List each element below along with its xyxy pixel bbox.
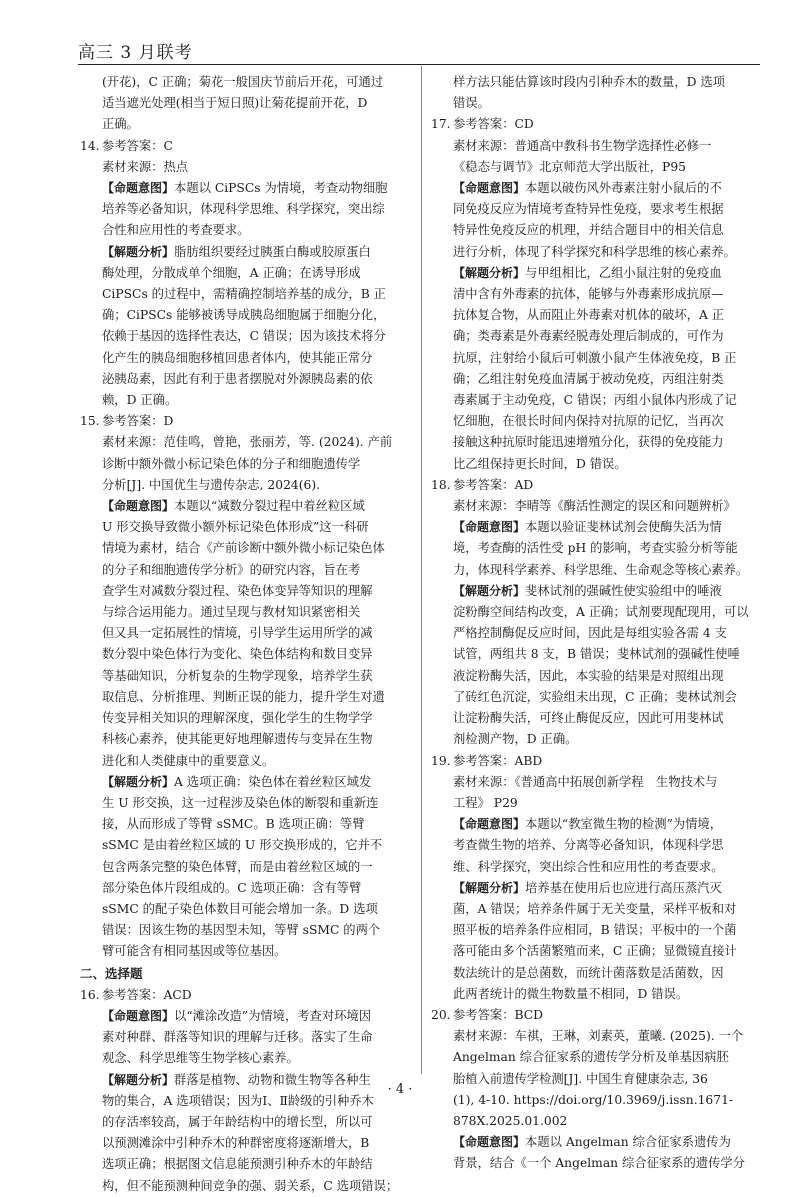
- line-text: 但又具一定拓展性的情境，引导学生运用所学的减: [102, 626, 373, 641]
- text-line: [80, 581, 400, 602]
- text-line: [431, 708, 758, 729]
- label-tag: 【解题分析】: [453, 583, 526, 598]
- column-divider: [421, 66, 422, 1074]
- line-text: 参考答案：D: [102, 414, 174, 429]
- line-text: 878X.2025.01.002: [453, 1113, 568, 1128]
- line-text: 参考答案：CD: [453, 117, 534, 132]
- line-text: 让淀粉酶失活，可终止酶促反应，因此可用斐林试: [453, 711, 724, 726]
- text-line: [80, 220, 400, 241]
- section-heading: 二、选择题: [80, 965, 143, 981]
- line-text: 数分裂中染色体行为变化、染色体结构和数目变异: [102, 647, 373, 662]
- line-text: 确；乙组注射免疫血清属于被动免疫，丙组注射类: [453, 371, 724, 386]
- label-tag: 【命题意图】: [102, 1008, 175, 1023]
- text-line: [80, 878, 400, 899]
- text-line: [431, 963, 758, 984]
- line-text: 菌，A 错误；培养条件属于无关变量，采样平板和对: [453, 901, 737, 916]
- line-text: 斐林试剂的强碱性使实验组中的唾液: [525, 583, 722, 598]
- line-text: 生 U 形交换，这一过程涉及染色体的断裂和重新连: [102, 795, 379, 810]
- text-line: [431, 136, 758, 157]
- text-line: [431, 475, 758, 496]
- line-text: 清中含有外毒素的抗体，能够与外毒素形成抗原—: [453, 287, 724, 302]
- line-text: 适当遮光处理(相当于短日照)让菊花提前开花，D: [102, 96, 368, 111]
- label-tag: 【命题意图】: [453, 181, 526, 196]
- text-line: [80, 454, 400, 475]
- line-text: 胎植入前遗传学检测[J]. 中国生育健康杂志, 36: [453, 1071, 708, 1086]
- text-line: [431, 1132, 758, 1153]
- text-line: [80, 178, 400, 199]
- line-text: 诊断中额外微小标记染色体的分子和细胞遗传学: [102, 456, 361, 471]
- text-line: [431, 772, 758, 793]
- line-text: 本题以破伤风外毒素注射小鼠后的不: [525, 181, 722, 196]
- text-line: [80, 835, 400, 856]
- text-line: [431, 114, 758, 135]
- text-line: [80, 666, 400, 687]
- text-line: [431, 538, 758, 559]
- text-line: [431, 390, 758, 411]
- text-line: [431, 496, 758, 517]
- line-text: 落可能由多个活菌繁殖而来，C 正确；显微镜直接计: [453, 944, 737, 959]
- text-line: [80, 1006, 400, 1027]
- right-column: [431, 72, 758, 1175]
- line-text: 抗体复合物，从而阻止外毒素对机体的破坏，A 正: [453, 308, 725, 323]
- text-line: [80, 772, 400, 793]
- line-text: 本题以验证斐林试剂会使酶失活为情: [525, 520, 722, 535]
- line-text: 维、科学探究，突出综合性和应用性的考查要求。: [453, 859, 724, 874]
- line-text: 毒素属于主动免疫，C 错误；丙组小鼠体内形成了记: [453, 393, 737, 408]
- question-number: 14.: [80, 138, 100, 153]
- text-line: [431, 729, 758, 750]
- text-line: [80, 517, 400, 538]
- label-tag: 【解题分析】: [102, 1072, 175, 1087]
- line-text: 的存活率较高，属于年龄结构中的增长型，所以可: [102, 1114, 373, 1129]
- line-text: sSMC 是由着丝粒区域的 U 形交换形成的，它并不: [102, 838, 383, 853]
- header-rule: [78, 64, 760, 65]
- line-text: 培养基在使用后也应进行高压蒸汽灭: [525, 880, 722, 895]
- line-text: 素对种群、群落等知识的理解与迁移。落实了生命: [102, 1030, 373, 1045]
- text-line: [80, 284, 400, 305]
- line-text: 考查微生物的培养、分离等必备知识，体现科学思: [453, 838, 724, 853]
- text-line: [431, 157, 758, 178]
- line-text: 查学生对减数分裂过程、染色体变异等知识的理解: [102, 583, 373, 598]
- label-tag: 【命题意图】: [102, 499, 175, 514]
- text-line: [80, 963, 400, 985]
- line-text: 素材来源：李晴等《酶活性测定的误区和问题辨析》: [453, 499, 736, 514]
- line-text: Angelman 综合征家系的遗传学分析及单基因病胚: [453, 1050, 729, 1065]
- text-line: [431, 1047, 758, 1068]
- text-line: [431, 93, 758, 114]
- line-text: 接触这种抗原时能迅速增殖分化，获得的免疫能力: [453, 435, 724, 450]
- label-tag: 【命题意图】: [102, 181, 175, 196]
- line-text: 确；类毒素是外毒素经脱毒处理后制成的，可作为: [453, 329, 724, 344]
- text-line: [431, 687, 758, 708]
- text-line: [431, 920, 758, 941]
- text-line: [80, 729, 400, 750]
- line-text: 素材来源：《普通高中拓展创新学程 生物技术与: [453, 774, 718, 789]
- line-text: 本题以“减数分裂过程中着丝粒区域: [174, 499, 365, 514]
- question-number: 18.: [431, 477, 451, 492]
- text-line: [80, 72, 400, 93]
- text-line: [80, 538, 400, 559]
- text-line: [80, 687, 400, 708]
- text-line: [431, 623, 758, 644]
- line-text: 错误。: [453, 96, 490, 111]
- line-text: 淀粉酶空间结构改变，A 正确；试剂要现配现用，可以: [453, 605, 749, 620]
- text-line: [80, 920, 400, 941]
- line-text: 的分子和细胞遗传学分析》的研究内容，旨在考: [102, 562, 361, 577]
- text-line: [431, 369, 758, 390]
- label-tag: 【解题分析】: [102, 244, 175, 259]
- text-line: [80, 985, 400, 1006]
- text-line: [431, 432, 758, 453]
- line-text: 了砖红色沉淀，实验组未出现，C 正确；斐林试剂会: [453, 689, 737, 704]
- line-text: 取信息、分析推理、判断正误的能力，提升学生对遗: [102, 689, 385, 704]
- text-line: [80, 751, 400, 772]
- line-text: 参考答案：C: [102, 138, 173, 153]
- line-text: 参考答案：BCD: [453, 1007, 544, 1022]
- line-text: 严格控制酶促反应时间，因此是每组实验各需 4 支: [453, 626, 727, 641]
- text-line: [80, 814, 400, 835]
- line-text: A 选项正确：染色体在着丝粒区域发: [174, 774, 372, 789]
- line-text: 本题以“教室微生物的检测”为情境，: [525, 817, 723, 832]
- line-text: (开花)，C 正确；菊花一般国庆节前后开花，可通过: [102, 75, 384, 89]
- text-line: [80, 348, 400, 369]
- line-text: 酶处理，分散成单个细胞，A 正确；在诱导形成: [102, 265, 361, 280]
- line-text: 构，但不能预测种间竞争的强、弱关系，C 选项错误；: [102, 1178, 399, 1193]
- line-text: 培养等必备知识，体现科学思维、科学探究，突出综: [102, 202, 385, 217]
- line-text: 《稳态与调节》北京师范大学出版社，P95: [453, 159, 686, 174]
- text-line: [80, 1048, 400, 1069]
- line-text: 素材来源：普通高中教科书生物学选择性必修一: [453, 138, 712, 153]
- line-text: 境，考查酶的活性受 pH 的影响，考查实验分析等能: [453, 541, 738, 556]
- text-line: [80, 1133, 400, 1154]
- text-line: [80, 369, 400, 390]
- text-line: [80, 411, 400, 432]
- line-text: 素材来源：范佳鸣，曾艳，张丽芳，等. (2024). 产前: [102, 435, 393, 450]
- text-line: [80, 326, 400, 347]
- text-line: [431, 1005, 758, 1026]
- left-column: [80, 72, 400, 1197]
- text-line: [431, 1111, 758, 1132]
- line-text: U 形交换导致微小额外标记染色体形成”这一科研: [102, 520, 369, 535]
- line-text: 进行分析，体现了科学探究和科学思维的核心素养。: [453, 244, 736, 259]
- line-text: 数法统计的是总菌数，而统计菌落数是活菌数，因: [453, 965, 724, 980]
- text-line: [431, 984, 758, 1005]
- line-text: 进化和人类健康中的重要意义。: [102, 753, 275, 768]
- line-text: 素材来源：车祺，王琳，刘素英，董曦. (2025). 一个: [453, 1029, 744, 1044]
- line-text: 错误：因该生物的基因型未知，等臂 sSMC 的两个: [102, 923, 381, 938]
- line-text: 比乙组保持更长时间，D 错误。: [453, 456, 627, 471]
- line-text: 特异性免疫反应的机理，并结合题目中的相关信息: [453, 223, 724, 238]
- question-number: 17.: [431, 117, 451, 132]
- text-line: [80, 899, 400, 920]
- text-line: [431, 814, 758, 835]
- text-line: [80, 199, 400, 220]
- text-line: [431, 348, 758, 369]
- text-line: [80, 708, 400, 729]
- text-line: [80, 157, 400, 178]
- line-text: sSMC 的配子染色体数目可能会增加一条。D 选项: [102, 901, 378, 916]
- line-text: 工程》 P29: [453, 795, 518, 810]
- text-line: [431, 878, 758, 899]
- text-line: [431, 220, 758, 241]
- label-tag: 【解题分析】: [453, 265, 526, 280]
- line-text: (1), 4-10. https://doi.org/10.3969/j.issn.1671-: [453, 1092, 734, 1107]
- text-line: [431, 941, 758, 962]
- line-text: 参考答案：ABD: [453, 753, 543, 768]
- text-line: [80, 941, 400, 962]
- page-number: · 4 ·: [387, 1082, 413, 1097]
- text-line: [431, 242, 758, 263]
- line-text: 部分染色体片段组成的。C 选项正确：含有等臂: [102, 880, 362, 895]
- text-line: [80, 432, 400, 453]
- text-line: [431, 644, 758, 665]
- line-text: 试管，两组共 8 支，B 错误；斐林试剂的强碱性使唾: [453, 647, 740, 662]
- text-line: [431, 751, 758, 772]
- line-text: 情境为素材，结合《产前诊断中额外微小标记染色体: [102, 541, 385, 556]
- label-tag: 【命题意图】: [453, 817, 526, 832]
- line-text: 选项正确；根据图文信息能预测引种乔木的年龄结: [102, 1157, 373, 1172]
- line-text: 与甲组相比，乙组小鼠注射的免疫血: [525, 265, 722, 280]
- text-line: [80, 560, 400, 581]
- line-text: 化产生的胰岛细胞移植回患者体内，使其能正常分: [102, 350, 373, 365]
- label-tag: 【命题意图】: [453, 1135, 526, 1150]
- question-number: 16.: [80, 987, 100, 1002]
- line-text: 泌胰岛素，因此有利于患者摆脱对外源胰岛素的依: [102, 371, 373, 386]
- line-text: 依赖于基因的选择性表达，C 错误；因为该技术将分: [102, 329, 386, 344]
- line-text: 力，体现科学素养、科学思维、生命观念等核心素养。: [453, 562, 749, 577]
- exam-header-title: 高三 3 月联考: [78, 43, 193, 63]
- line-text: 背景，结合《一个 Angelman 综合征家系的遗传学分: [453, 1156, 745, 1171]
- line-text: 与综合运用能力。通过呈现与教材知识紧密相关: [102, 605, 361, 620]
- line-text: 物的集合，A 选项错误；因为Ⅰ、Ⅱ龄级的引种乔木: [102, 1093, 374, 1108]
- question-number: 20.: [431, 1007, 451, 1022]
- line-text: 抗原，注射给小鼠后可刺激小鼠产生体液免疫，B 正: [453, 350, 737, 365]
- text-line: [431, 666, 758, 687]
- text-line: [80, 263, 400, 284]
- text-line: [431, 305, 758, 326]
- line-text: 臂可能含有相同基因或等位基因。: [102, 944, 287, 959]
- text-line: [431, 263, 758, 284]
- text-line: [431, 199, 758, 220]
- line-text: 观念、科学思维等生物学核心素养。: [102, 1051, 299, 1066]
- text-line: [431, 411, 758, 432]
- line-text: 样方法只能估算该时段内引种乔木的数量，D 选项: [453, 75, 726, 89]
- line-text: 科核心素养，使其能更好地理解遗传与变异在生物: [102, 732, 373, 747]
- line-text: 正确。: [102, 117, 139, 132]
- line-text: 此两者统计的微生物数量不相同，D 错误。: [453, 986, 689, 1001]
- line-text: 脂肪组织要经过胰蛋白酶或胶原蛋白: [174, 244, 371, 259]
- text-line: [80, 136, 400, 157]
- text-line: [80, 1176, 400, 1197]
- text-line: [431, 517, 758, 538]
- text-line: [80, 305, 400, 326]
- line-text: 忆细胞，在很长时间内保持对抗原的记忆，当再次: [453, 414, 724, 429]
- line-text: 群落是植物、动物和微生物等各种生: [174, 1072, 371, 1087]
- text-line: [80, 475, 400, 496]
- text-line: [80, 793, 400, 814]
- line-text: 本题以 CiPSCs 为情境，考查动物细胞: [174, 181, 388, 196]
- text-line: [80, 114, 400, 135]
- label-tag: 【解题分析】: [453, 880, 526, 895]
- line-text: 剂检测产物，D 正确。: [453, 732, 578, 747]
- line-text: 接，从而形成了等臂 sSMC。B 选项正确：等臂: [102, 817, 365, 832]
- text-line: [80, 1154, 400, 1175]
- text-line: [431, 454, 758, 475]
- line-text: 赖，D 正确。: [102, 393, 178, 408]
- text-line: [80, 1027, 400, 1048]
- text-line: [431, 602, 758, 623]
- line-text: 合性和应用性的考查要求。: [102, 223, 250, 238]
- line-text: 等基础知识，分析复杂的生物学现象，培养学生获: [102, 668, 373, 683]
- line-text: 传变异相关知识的理解深度，强化学生的生物学学: [102, 711, 373, 726]
- line-text: 参考答案：ACD: [102, 987, 192, 1002]
- question-number: 15.: [80, 414, 100, 429]
- text-line: [431, 326, 758, 347]
- text-line: [431, 857, 758, 878]
- line-text: 分析[J]. 中国优生与遗传杂志, 2024(6).: [102, 477, 321, 492]
- line-text: 包含两条完整的染色体臂，而是由着丝粒区域的一: [102, 859, 373, 874]
- line-text: 确；CiPSCs 能够被诱导成胰岛细胞属于细胞分化，: [102, 308, 386, 323]
- text-line: [80, 390, 400, 411]
- line-text: 本题以 Angelman 综合征家系遗传为: [525, 1135, 731, 1150]
- line-text: 素材来源：热点: [102, 159, 189, 174]
- line-text: 照平板的培养条件应相同，B 错误；平板中的一个菌: [453, 923, 737, 938]
- text-line: [431, 581, 758, 602]
- text-line: [80, 496, 400, 517]
- text-line: [80, 1112, 400, 1133]
- line-text: 以“滩涂改造”为情境，考查对环境因: [174, 1008, 372, 1023]
- text-line: [80, 857, 400, 878]
- text-line: [80, 93, 400, 114]
- line-text: 参考答案：AD: [453, 477, 534, 492]
- text-line: [431, 560, 758, 581]
- text-line: [431, 1153, 758, 1174]
- line-text: CiPSCs 的过程中，需精确控制培养基的成分，B 正: [102, 287, 386, 302]
- text-line: [431, 1026, 758, 1047]
- line-text: 液淀粉酶失活，因此，本实验的结果是对照组出现: [453, 668, 724, 683]
- text-line: [80, 623, 400, 644]
- line-text: 以预测滩涂中引种乔木的种群密度将逐渐增大，B: [102, 1136, 370, 1151]
- line-text: 同免疫反应为情境考查特异性免疫，要求考生根据: [453, 202, 724, 217]
- label-tag: 【解题分析】: [102, 774, 175, 789]
- text-line: [431, 284, 758, 305]
- question-number: 19.: [431, 753, 451, 768]
- text-line: [431, 899, 758, 920]
- text-line: [431, 72, 758, 93]
- text-line: [80, 644, 400, 665]
- label-tag: 【命题意图】: [453, 520, 526, 535]
- text-line: [80, 242, 400, 263]
- text-line: [431, 178, 758, 199]
- text-line: [80, 602, 400, 623]
- text-line: [431, 793, 758, 814]
- text-line: [431, 835, 758, 856]
